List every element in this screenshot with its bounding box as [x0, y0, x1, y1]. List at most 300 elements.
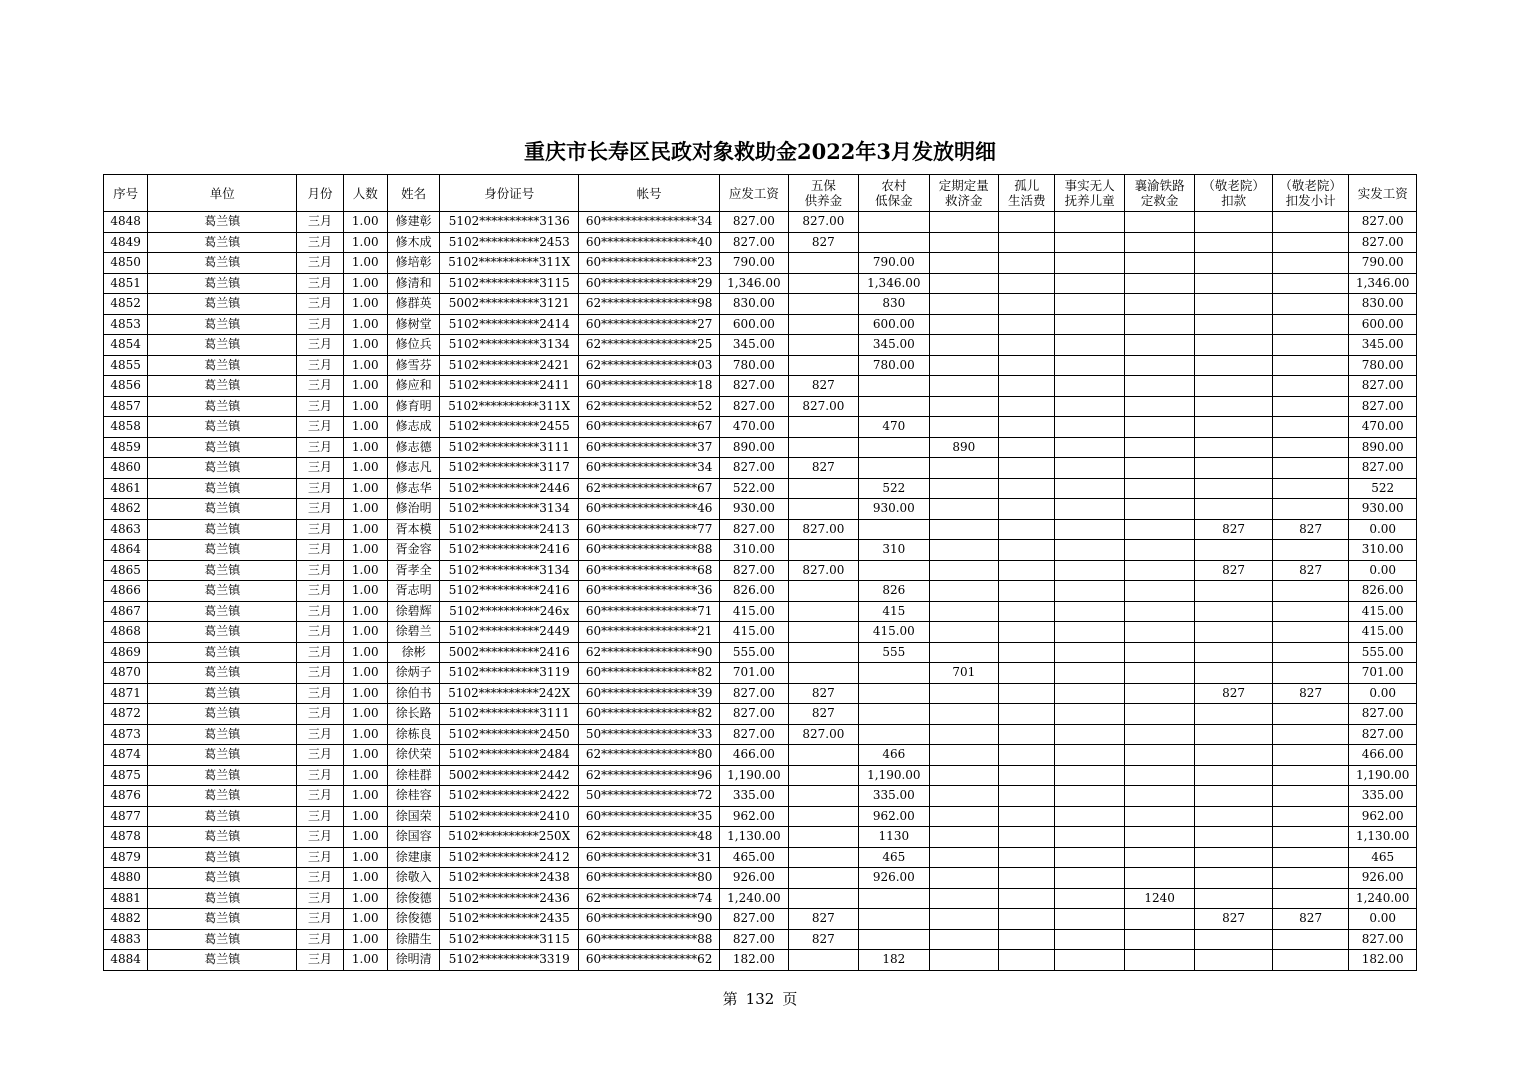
cell-id-number: 5102**********2435 [440, 909, 579, 930]
cell-gross-pay: 926.00 [720, 868, 788, 889]
cell-rural-minimum-living [859, 560, 929, 581]
cell-regular-relief [929, 519, 998, 540]
cell-nursing-home-deduction-subtotal [1272, 335, 1349, 356]
cell-serial-no: 4866 [104, 581, 148, 602]
page-suffix: 页 [782, 990, 798, 1008]
cell-five-guarantee-support [788, 294, 858, 315]
cell-id-number: 5002**********2416 [440, 642, 579, 663]
cell-de-facto-unsupported-child [1055, 417, 1124, 438]
table-row [104, 888, 1417, 909]
cell-nursing-home-deduction [1195, 581, 1273, 602]
cell-gross-pay: 1,346.00 [720, 273, 788, 294]
table-row [104, 519, 1417, 540]
cell-five-guarantee-support [788, 499, 858, 520]
cell-gross-pay: 827.00 [720, 909, 788, 930]
cell-gross-pay: 827.00 [720, 232, 788, 253]
cell-id-number: 5102**********2422 [440, 786, 579, 807]
cell-serial-no: 4883 [104, 929, 148, 950]
cell-nursing-home-deduction [1195, 355, 1273, 376]
table-row [104, 827, 1417, 848]
cell-account-number: 50****************33 [579, 724, 720, 745]
cell-unit: 葛兰镇 [148, 888, 297, 909]
header-line: 应发工资 [728, 185, 779, 201]
cell-regular-relief [929, 396, 998, 417]
cell-orphan-living [999, 253, 1055, 274]
cell-net-pay: 827.00 [1349, 212, 1417, 233]
cell-xiangyu-railway-relief [1124, 683, 1194, 704]
cell-nursing-home-deduction [1195, 540, 1273, 561]
cell-net-pay: 0.00 [1349, 909, 1417, 930]
cell-orphan-living [999, 335, 1055, 356]
table-body [104, 212, 1417, 971]
cell-nursing-home-deduction-subtotal [1272, 745, 1349, 766]
cell-account-number: 50****************72 [579, 786, 720, 807]
cell-regular-relief: 701 [929, 663, 998, 684]
cell-nursing-home-deduction-subtotal: 827 [1272, 909, 1349, 930]
cell-nursing-home-deduction [1195, 232, 1273, 253]
table-row [104, 663, 1417, 684]
cell-five-guarantee-support [788, 786, 858, 807]
cell-account-number: 60****************34 [579, 458, 720, 479]
cell-xiangyu-railway-relief [1124, 540, 1194, 561]
header-orphan-living [999, 175, 1055, 212]
cell-net-pay: 827.00 [1349, 704, 1417, 725]
cell-headcount: 1.00 [343, 663, 387, 684]
cell-rural-minimum-living: 790.00 [859, 253, 929, 274]
cell-de-facto-unsupported-child [1055, 786, 1124, 807]
cell-nursing-home-deduction-subtotal [1272, 417, 1349, 438]
header-line: 孤儿 [1014, 178, 1040, 193]
cell-nursing-home-deduction [1195, 499, 1273, 520]
cell-regular-relief [929, 765, 998, 786]
cell-rural-minimum-living [859, 458, 929, 479]
cell-name: 徐碧兰 [387, 622, 439, 643]
cell-five-guarantee-support [788, 642, 858, 663]
cell-account-number: 60****************21 [579, 622, 720, 643]
cell-de-facto-unsupported-child [1055, 581, 1124, 602]
cell-rural-minimum-living [859, 909, 929, 930]
cell-unit: 葛兰镇 [148, 335, 297, 356]
cell-unit: 葛兰镇 [148, 806, 297, 827]
cell-id-number: 5102**********3134 [440, 560, 579, 581]
cell-net-pay: 345.00 [1349, 335, 1417, 356]
cell-name: 修治明 [387, 499, 439, 520]
cell-regular-relief [929, 499, 998, 520]
cell-gross-pay: 890.00 [720, 437, 788, 458]
cell-nursing-home-deduction-subtotal [1272, 765, 1349, 786]
header-nursing-home-deduction [1195, 175, 1273, 212]
header-line: 月份 [307, 185, 333, 201]
header-serial-no [104, 175, 148, 212]
cell-regular-relief [929, 683, 998, 704]
header-line: 单位 [209, 185, 235, 201]
cell-id-number: 5102**********2455 [440, 417, 579, 438]
cell-gross-pay: 1,190.00 [720, 765, 788, 786]
cell-id-number: 5002**********3121 [440, 294, 579, 315]
cell-account-number: 60****************90 [579, 909, 720, 930]
cell-nursing-home-deduction [1195, 622, 1273, 643]
cell-month: 三月 [297, 294, 343, 315]
cell-de-facto-unsupported-child [1055, 355, 1124, 376]
cell-nursing-home-deduction [1195, 458, 1273, 479]
cell-gross-pay: 827.00 [720, 458, 788, 479]
cell-five-guarantee-support [788, 765, 858, 786]
cell-net-pay: 830.00 [1349, 294, 1417, 315]
table-row [104, 868, 1417, 889]
header-line: 实发工资 [1357, 185, 1408, 201]
cell-de-facto-unsupported-child [1055, 212, 1124, 233]
cell-nursing-home-deduction: 827 [1195, 560, 1273, 581]
cell-id-number: 5102**********2412 [440, 847, 579, 868]
cell-serial-no: 4862 [104, 499, 148, 520]
cell-id-number: 5102**********3117 [440, 458, 579, 479]
cell-five-guarantee-support [788, 745, 858, 766]
cell-serial-no: 4851 [104, 273, 148, 294]
cell-rural-minimum-living [859, 929, 929, 950]
cell-nursing-home-deduction-subtotal [1272, 355, 1349, 376]
table-row [104, 314, 1417, 335]
cell-headcount: 1.00 [343, 868, 387, 889]
cell-name: 修志德 [387, 437, 439, 458]
cell-month: 三月 [297, 704, 343, 725]
cell-orphan-living [999, 745, 1055, 766]
cell-five-guarantee-support [788, 601, 858, 622]
header-line: 定救金 [1140, 193, 1179, 208]
cell-xiangyu-railway-relief [1124, 355, 1194, 376]
cell-account-number: 60****************88 [579, 540, 720, 561]
table-row [104, 458, 1417, 479]
cell-headcount: 1.00 [343, 806, 387, 827]
cell-net-pay: 1,130.00 [1349, 827, 1417, 848]
cell-de-facto-unsupported-child [1055, 540, 1124, 561]
cell-net-pay: 0.00 [1349, 519, 1417, 540]
cell-five-guarantee-support [788, 253, 858, 274]
cell-name: 修育明 [387, 396, 439, 417]
cell-five-guarantee-support [788, 355, 858, 376]
cell-rural-minimum-living: 930.00 [859, 499, 929, 520]
cell-name: 胥本模 [387, 519, 439, 540]
cell-regular-relief [929, 642, 998, 663]
cell-account-number: 60****************35 [579, 806, 720, 827]
cell-net-pay: 415.00 [1349, 601, 1417, 622]
cell-rural-minimum-living [859, 376, 929, 397]
table-header-row [104, 175, 1417, 212]
cell-name: 修志华 [387, 478, 439, 499]
table-row [104, 929, 1417, 950]
cell-five-guarantee-support [788, 314, 858, 335]
cell-nursing-home-deduction [1195, 704, 1273, 725]
header-line: 供养金 [804, 193, 843, 208]
cell-regular-relief [929, 458, 998, 479]
cell-month: 三月 [297, 868, 343, 889]
cell-unit: 葛兰镇 [148, 560, 297, 581]
cell-five-guarantee-support: 827 [788, 683, 858, 704]
cell-name: 徐建康 [387, 847, 439, 868]
table-row [104, 704, 1417, 725]
cell-gross-pay: 826.00 [720, 581, 788, 602]
cell-account-number: 60****************23 [579, 253, 720, 274]
cell-account-number: 60****************88 [579, 929, 720, 950]
cell-headcount: 1.00 [343, 273, 387, 294]
cell-nursing-home-deduction [1195, 376, 1273, 397]
cell-account-number: 60****************68 [579, 560, 720, 581]
cell-month: 三月 [297, 540, 343, 561]
cell-headcount: 1.00 [343, 601, 387, 622]
cell-month: 三月 [297, 724, 343, 745]
cell-month: 三月 [297, 212, 343, 233]
cell-rural-minimum-living: 470 [859, 417, 929, 438]
cell-de-facto-unsupported-child [1055, 683, 1124, 704]
cell-regular-relief [929, 868, 998, 889]
cell-five-guarantee-support: 827 [788, 704, 858, 725]
cell-headcount: 1.00 [343, 540, 387, 561]
cell-de-facto-unsupported-child [1055, 909, 1124, 930]
cell-account-number: 62****************25 [579, 335, 720, 356]
cell-gross-pay: 930.00 [720, 499, 788, 520]
cell-account-number: 60****************67 [579, 417, 720, 438]
cell-nursing-home-deduction [1195, 437, 1273, 458]
cell-regular-relief [929, 806, 998, 827]
cell-id-number: 5102**********2453 [440, 232, 579, 253]
cell-de-facto-unsupported-child [1055, 663, 1124, 684]
cell-five-guarantee-support [788, 581, 858, 602]
cell-month: 三月 [297, 478, 343, 499]
cell-serial-no: 4864 [104, 540, 148, 561]
cell-orphan-living [999, 560, 1055, 581]
cell-serial-no: 4853 [104, 314, 148, 335]
cell-rural-minimum-living: 335.00 [859, 786, 929, 807]
cell-account-number: 62****************80 [579, 745, 720, 766]
cell-five-guarantee-support: 827.00 [788, 212, 858, 233]
cell-unit: 葛兰镇 [148, 622, 297, 643]
cell-id-number: 5102**********3319 [440, 950, 579, 971]
cell-orphan-living [999, 232, 1055, 253]
cell-five-guarantee-support [788, 437, 858, 458]
header-line: 生活费 [1007, 193, 1046, 208]
cell-nursing-home-deduction-subtotal [1272, 581, 1349, 602]
cell-xiangyu-railway-relief [1124, 704, 1194, 725]
cell-de-facto-unsupported-child [1055, 950, 1124, 971]
cell-serial-no: 4878 [104, 827, 148, 848]
cell-gross-pay: 600.00 [720, 314, 788, 335]
cell-name: 修位兵 [387, 335, 439, 356]
cell-xiangyu-railway-relief [1124, 478, 1194, 499]
cell-id-number: 5102**********2416 [440, 581, 579, 602]
cell-nursing-home-deduction [1195, 273, 1273, 294]
cell-rural-minimum-living: 1,346.00 [859, 273, 929, 294]
cell-xiangyu-railway-relief [1124, 929, 1194, 950]
cell-name: 徐长路 [387, 704, 439, 725]
cell-de-facto-unsupported-child [1055, 642, 1124, 663]
cell-serial-no: 4884 [104, 950, 148, 971]
cell-net-pay: 701.00 [1349, 663, 1417, 684]
cell-nursing-home-deduction-subtotal [1272, 232, 1349, 253]
cell-account-number: 60****************39 [579, 683, 720, 704]
cell-gross-pay: 345.00 [720, 335, 788, 356]
cell-id-number: 5102**********3119 [440, 663, 579, 684]
cell-unit: 葛兰镇 [148, 212, 297, 233]
cell-unit: 葛兰镇 [148, 540, 297, 561]
cell-nursing-home-deduction [1195, 294, 1273, 315]
cell-nursing-home-deduction-subtotal [1272, 663, 1349, 684]
cell-gross-pay: 310.00 [720, 540, 788, 561]
cell-orphan-living [999, 847, 1055, 868]
cell-gross-pay: 827.00 [720, 704, 788, 725]
cell-gross-pay: 465.00 [720, 847, 788, 868]
cell-serial-no: 4881 [104, 888, 148, 909]
cell-unit: 葛兰镇 [148, 581, 297, 602]
cell-xiangyu-railway-relief [1124, 560, 1194, 581]
cell-rural-minimum-living: 780.00 [859, 355, 929, 376]
cell-serial-no: 4849 [104, 232, 148, 253]
cell-nursing-home-deduction [1195, 745, 1273, 766]
cell-month: 三月 [297, 437, 343, 458]
cell-net-pay: 465 [1349, 847, 1417, 868]
cell-orphan-living [999, 478, 1055, 499]
cell-regular-relief [929, 622, 998, 643]
header-headcount [343, 175, 387, 212]
cell-gross-pay: 466.00 [720, 745, 788, 766]
cell-name: 徐伯书 [387, 683, 439, 704]
cell-id-number: 5102**********3134 [440, 335, 579, 356]
table-row [104, 499, 1417, 520]
cell-net-pay: 470.00 [1349, 417, 1417, 438]
cell-de-facto-unsupported-child [1055, 314, 1124, 335]
header-line: （敬老院） [1202, 178, 1265, 193]
cell-xiangyu-railway-relief [1124, 827, 1194, 848]
cell-month: 三月 [297, 642, 343, 663]
cell-regular-relief [929, 335, 998, 356]
cell-nursing-home-deduction [1195, 806, 1273, 827]
cell-nursing-home-deduction [1195, 868, 1273, 889]
cell-five-guarantee-support [788, 478, 858, 499]
cell-de-facto-unsupported-child [1055, 273, 1124, 294]
header-regular-relief [929, 175, 998, 212]
cell-headcount: 1.00 [343, 581, 387, 602]
header-account-number [579, 175, 720, 212]
cell-nursing-home-deduction [1195, 253, 1273, 274]
cell-net-pay: 1,190.00 [1349, 765, 1417, 786]
cell-id-number: 5102**********3115 [440, 273, 579, 294]
cell-headcount: 1.00 [343, 929, 387, 950]
cell-gross-pay: 182.00 [720, 950, 788, 971]
cell-five-guarantee-support: 827 [788, 929, 858, 950]
cell-name: 徐国容 [387, 827, 439, 848]
header-net-pay [1349, 175, 1417, 212]
header-line: 事实无人 [1064, 178, 1115, 193]
cell-rural-minimum-living: 962.00 [859, 806, 929, 827]
cell-regular-relief [929, 704, 998, 725]
cell-name: 徐桂容 [387, 786, 439, 807]
cell-headcount: 1.00 [343, 499, 387, 520]
cell-regular-relief [929, 294, 998, 315]
cell-gross-pay: 827.00 [720, 212, 788, 233]
header-xiangyu-railway-relief [1124, 175, 1194, 212]
cell-orphan-living [999, 704, 1055, 725]
cell-name: 徐碧辉 [387, 601, 439, 622]
cell-de-facto-unsupported-child [1055, 396, 1124, 417]
table-row [104, 376, 1417, 397]
cell-gross-pay: 780.00 [720, 355, 788, 376]
cell-account-number: 60****************31 [579, 847, 720, 868]
table-row [104, 478, 1417, 499]
cell-headcount: 1.00 [343, 724, 387, 745]
cell-headcount: 1.00 [343, 622, 387, 643]
cell-id-number: 5102**********2436 [440, 888, 579, 909]
header-de-facto-unsupported-child [1055, 175, 1124, 212]
cell-headcount: 1.00 [343, 950, 387, 971]
cell-xiangyu-railway-relief [1124, 745, 1194, 766]
header-id-number [440, 175, 579, 212]
header-line: （敬老院） [1279, 178, 1342, 193]
cell-nursing-home-deduction-subtotal [1272, 478, 1349, 499]
cell-five-guarantee-support: 827 [788, 376, 858, 397]
cell-de-facto-unsupported-child [1055, 724, 1124, 745]
cell-id-number: 5102**********250X [440, 827, 579, 848]
cell-account-number: 60****************82 [579, 704, 720, 725]
header-nursing-home-deduction-subtotal [1272, 175, 1349, 212]
cell-nursing-home-deduction-subtotal [1272, 212, 1349, 233]
cell-orphan-living [999, 663, 1055, 684]
cell-nursing-home-deduction-subtotal [1272, 950, 1349, 971]
cell-month: 三月 [297, 417, 343, 438]
cell-nursing-home-deduction [1195, 847, 1273, 868]
cell-five-guarantee-support: 827 [788, 232, 858, 253]
cell-de-facto-unsupported-child [1055, 704, 1124, 725]
cell-unit: 葛兰镇 [148, 294, 297, 315]
cell-regular-relief [929, 888, 998, 909]
cell-month: 三月 [297, 786, 343, 807]
cell-regular-relief [929, 314, 998, 335]
cell-month: 三月 [297, 888, 343, 909]
cell-rural-minimum-living [859, 212, 929, 233]
cell-net-pay: 0.00 [1349, 683, 1417, 704]
cell-serial-no: 4869 [104, 642, 148, 663]
cell-id-number: 5102**********2450 [440, 724, 579, 745]
table-row [104, 253, 1417, 274]
cell-gross-pay: 415.00 [720, 622, 788, 643]
table-row [104, 745, 1417, 766]
cell-nursing-home-deduction-subtotal [1272, 786, 1349, 807]
cell-headcount: 1.00 [343, 396, 387, 417]
cell-rural-minimum-living: 522 [859, 478, 929, 499]
cell-name: 修木成 [387, 232, 439, 253]
cell-name: 徐炳子 [387, 663, 439, 684]
cell-rural-minimum-living: 415 [859, 601, 929, 622]
cell-de-facto-unsupported-child [1055, 827, 1124, 848]
cell-regular-relief [929, 950, 998, 971]
cell-rural-minimum-living [859, 663, 929, 684]
cell-unit: 葛兰镇 [148, 929, 297, 950]
cell-nursing-home-deduction-subtotal [1272, 888, 1349, 909]
relief-payment-table [103, 174, 1417, 971]
cell-month: 三月 [297, 232, 343, 253]
table-row [104, 437, 1417, 458]
cell-gross-pay: 415.00 [720, 601, 788, 622]
cell-regular-relief [929, 786, 998, 807]
cell-month: 三月 [297, 806, 343, 827]
cell-headcount: 1.00 [343, 827, 387, 848]
cell-de-facto-unsupported-child [1055, 294, 1124, 315]
cell-rural-minimum-living [859, 724, 929, 745]
cell-net-pay: 962.00 [1349, 806, 1417, 827]
table-row [104, 212, 1417, 233]
cell-xiangyu-railway-relief [1124, 458, 1194, 479]
cell-id-number: 5102**********3115 [440, 929, 579, 950]
cell-serial-no: 4865 [104, 560, 148, 581]
cell-rural-minimum-living [859, 396, 929, 417]
cell-headcount: 1.00 [343, 519, 387, 540]
